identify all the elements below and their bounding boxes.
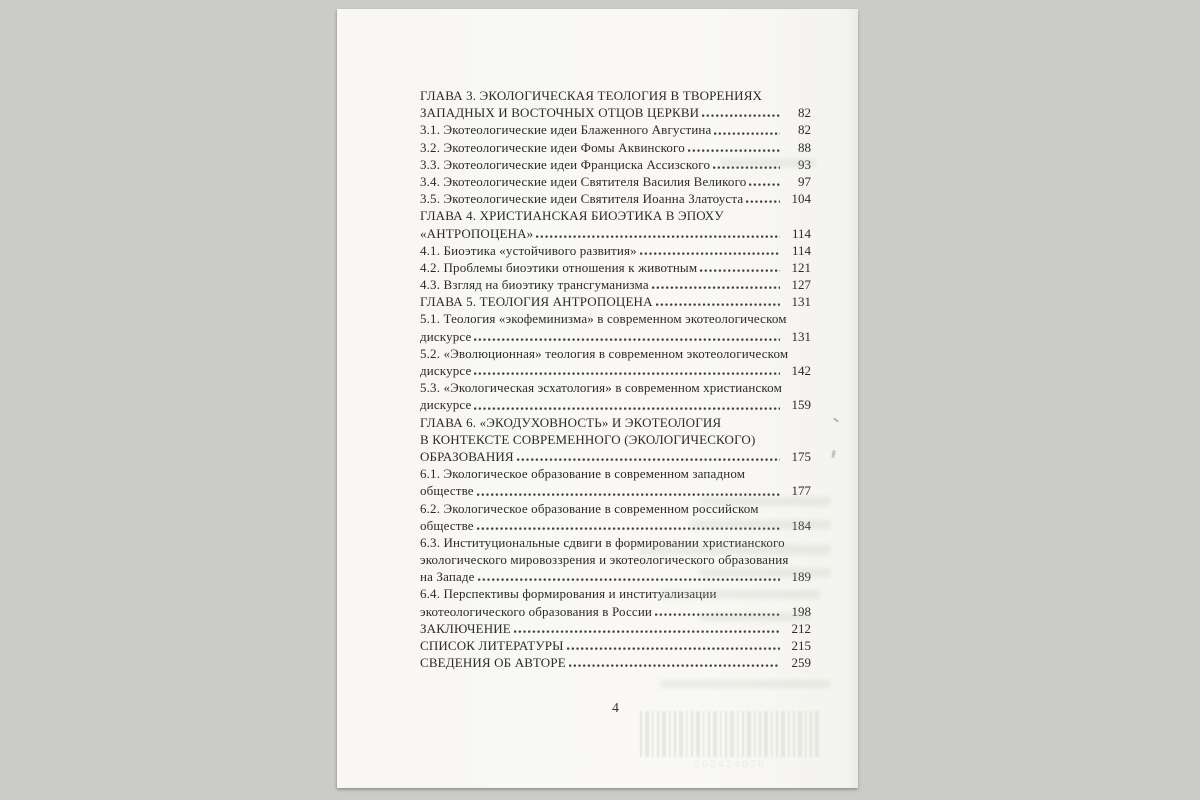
toc-entry bbox=[420, 431, 811, 448]
toc-entry-text: 5.2. «Эволюционная» теология в современном экотеологическом bbox=[420, 345, 789, 361]
toc-entry-text: дискурсе bbox=[420, 328, 472, 344]
toc-entry bbox=[420, 139, 811, 156]
toc-entry-text: 3.5. Экотеологические идеи Святителя Иоанна Златоуста bbox=[420, 191, 744, 207]
toc-entry-page: 215 bbox=[791, 638, 811, 653]
toc-entry-text: обществе bbox=[420, 483, 474, 499]
toc-entry-text: 3.3. Экотеологические идеи Франциска Ассизского bbox=[420, 156, 711, 172]
dot-leader bbox=[477, 492, 780, 498]
toc-entry bbox=[420, 225, 811, 242]
scan-speck bbox=[833, 417, 839, 422]
dot-leader bbox=[567, 646, 780, 652]
toc-entry-text: ГЛАВА 5. ТЕОЛОГИЯ АНТРОПОЦЕНА bbox=[420, 294, 653, 310]
toc-entry-text: 4.3. Взгляд на биоэтику трансгуманизма bbox=[420, 277, 649, 293]
toc-entry bbox=[420, 654, 811, 671]
toc-entry-text: ГЛАВА 6. «ЭКОДУХОВНОСТЬ» И ЭКОТЕОЛОГИЯ bbox=[420, 414, 722, 430]
dot-leader bbox=[656, 302, 780, 308]
toc-entry bbox=[420, 585, 811, 602]
toc-entry-page: 189 bbox=[791, 569, 811, 585]
toc-entry-page: 212 bbox=[791, 620, 811, 636]
toc-entry bbox=[420, 517, 811, 534]
toc-entry bbox=[420, 328, 811, 345]
toc-entry bbox=[420, 396, 811, 413]
dot-leader bbox=[474, 371, 780, 377]
toc-entry-text: 6.2. Экологическое образование в современном российском bbox=[420, 500, 759, 516]
toc-entry bbox=[420, 87, 811, 104]
toc-entry bbox=[420, 603, 811, 620]
toc-entry-text: 4.1. Биоэтика «устойчивого развития» bbox=[420, 242, 637, 258]
toc-entry-page: 131 bbox=[791, 328, 811, 344]
dot-leader bbox=[700, 268, 780, 274]
toc-entry bbox=[420, 534, 811, 551]
toc-entry bbox=[420, 345, 811, 362]
toc-entry-text: на Западе bbox=[420, 569, 475, 585]
toc-entry bbox=[420, 276, 811, 293]
toc-entry bbox=[420, 379, 811, 396]
toc-entry-page: 142 bbox=[791, 363, 811, 378]
toc-entry-page: 82 bbox=[798, 122, 811, 138]
dot-leader bbox=[713, 165, 780, 171]
dot-leader bbox=[655, 612, 780, 618]
dot-leader bbox=[569, 663, 780, 669]
toc-entry-text: 3.1. Экотеологические идеи Блаженного Августина bbox=[420, 122, 712, 138]
toc-entry bbox=[420, 293, 811, 310]
toc-entry-page: 198 bbox=[791, 603, 811, 619]
toc-entry-page: 184 bbox=[791, 517, 811, 533]
toc-entry-text: дискурсе bbox=[420, 397, 472, 413]
table-of-contents bbox=[420, 87, 811, 671]
page-number: 4 bbox=[612, 700, 619, 715]
toc-entry bbox=[420, 551, 811, 568]
toc-entry-page: 127 bbox=[791, 277, 811, 293]
toc-entry-text: ГЛАВА 4. ХРИСТИАНСКАЯ БИОЭТИКА В ЭПОХУ bbox=[420, 208, 724, 224]
toc-entry bbox=[420, 362, 811, 379]
barcode-number: 202424076 bbox=[694, 758, 766, 770]
toc-entry bbox=[420, 121, 811, 138]
toc-entry-text: ОБРАЗОВАНИЯ bbox=[420, 448, 514, 464]
toc-entry bbox=[420, 414, 811, 431]
dot-leader bbox=[477, 526, 780, 532]
toc-entry-page: 104 bbox=[791, 191, 811, 207]
toc-entry-text: СВЕДЕНИЯ ОБ АВТОРЕ bbox=[420, 655, 566, 671]
barcode-stripes bbox=[640, 711, 820, 757]
toc-entry bbox=[420, 156, 811, 173]
barcode-bleedthrough bbox=[640, 711, 820, 777]
toc-entry-text: СПИСОК ЛИТЕРАТУРЫ bbox=[420, 638, 564, 653]
toc-entry-text: ГЛАВА 3. ЭКОЛОГИЧЕСКАЯ ТЕОЛОГИЯ В ТВОРЕНИЯХ bbox=[420, 88, 763, 103]
toc-entry bbox=[420, 637, 811, 654]
toc-entry bbox=[420, 207, 811, 224]
toc-entry-text: ЗАКЛЮЧЕНИЕ bbox=[420, 620, 511, 636]
toc-entry-text: 5.3. «Экологическая эсхатология» в современном христианском bbox=[420, 380, 782, 396]
toc-entry bbox=[420, 259, 811, 276]
toc-entry-text: 4.2. Проблемы биоэтики отношения к животным bbox=[420, 259, 698, 275]
dot-leader bbox=[746, 199, 780, 205]
dot-leader bbox=[478, 577, 780, 583]
toc-entry bbox=[420, 173, 811, 190]
dot-leader bbox=[714, 131, 780, 137]
toc-entry bbox=[420, 500, 811, 517]
toc-entry bbox=[420, 104, 811, 121]
dot-leader bbox=[474, 406, 780, 412]
toc-entry-page: 93 bbox=[798, 156, 811, 172]
dot-leader bbox=[517, 457, 780, 463]
bleedthrough-ghost bbox=[660, 680, 830, 688]
toc-entry bbox=[420, 448, 811, 465]
dot-leader bbox=[536, 234, 780, 240]
toc-entry bbox=[420, 190, 811, 207]
toc-entry bbox=[420, 310, 811, 327]
toc-entry bbox=[420, 482, 811, 499]
toc-entry bbox=[420, 620, 811, 637]
toc-entry-text: 6.3. Институциональные сдвиги в формировании христианского bbox=[420, 534, 785, 550]
toc-entry-page: 114 bbox=[791, 225, 811, 241]
toc-entry-page: 82 bbox=[798, 105, 811, 121]
dot-leader bbox=[702, 113, 780, 119]
toc-entry-text: экотеологического образования в России bbox=[420, 603, 653, 619]
toc-entry-text: 6.1. Экологическое образование в современном западном bbox=[420, 466, 746, 482]
dot-leader bbox=[688, 148, 780, 154]
toc-entry-page: 97 bbox=[798, 173, 811, 189]
toc-entry-text: 3.2. Экотеологические идеи Фомы Аквинского bbox=[420, 139, 685, 155]
toc-entry-text: 5.1. Теология «экофеминизма» в современном экотеологическом bbox=[420, 311, 787, 327]
toc-entry bbox=[420, 568, 811, 585]
toc-entry-page: 259 bbox=[791, 655, 811, 671]
toc-entry-text: 6.4. Перспективы формирования и институализации bbox=[420, 586, 717, 602]
dot-leader bbox=[652, 285, 780, 291]
toc-entry-page: 177 bbox=[791, 483, 811, 499]
toc-entry-page: 175 bbox=[791, 448, 811, 464]
toc-entry-page: 88 bbox=[798, 139, 811, 155]
toc-entry-page: 131 bbox=[791, 294, 811, 310]
toc-entry bbox=[420, 242, 811, 259]
dot-leader bbox=[514, 629, 780, 635]
toc-entry-text: экологического мировоззрения и экотеологического образования bbox=[420, 552, 789, 568]
book-page bbox=[337, 9, 858, 788]
scan-speck bbox=[831, 450, 836, 458]
toc-entry-text: обществе bbox=[420, 517, 474, 533]
toc-entry-page: 114 bbox=[791, 242, 811, 258]
toc-entry-page: 121 bbox=[791, 259, 811, 275]
dot-leader bbox=[749, 182, 780, 188]
toc-entry-text: дискурсе bbox=[420, 363, 472, 378]
toc-entry-text: В КОНТЕКСТЕ СОВРЕМЕННОГО (ЭКОЛОГИЧЕСКОГО) bbox=[420, 431, 756, 447]
dot-leader bbox=[640, 251, 780, 257]
toc-entry bbox=[420, 465, 811, 482]
toc-entry-text: 3.4. Экотеологические идеи Святителя Василия Великого bbox=[420, 173, 747, 189]
toc-entry-text: «АНТРОПОЦЕНА» bbox=[420, 225, 534, 241]
toc-entry-page: 159 bbox=[791, 397, 811, 413]
toc-entry-text: ЗАПАДНЫХ И ВОСТОЧНЫХ ОТЦОВ ЦЕРКВИ bbox=[420, 105, 700, 121]
dot-leader bbox=[474, 337, 780, 343]
